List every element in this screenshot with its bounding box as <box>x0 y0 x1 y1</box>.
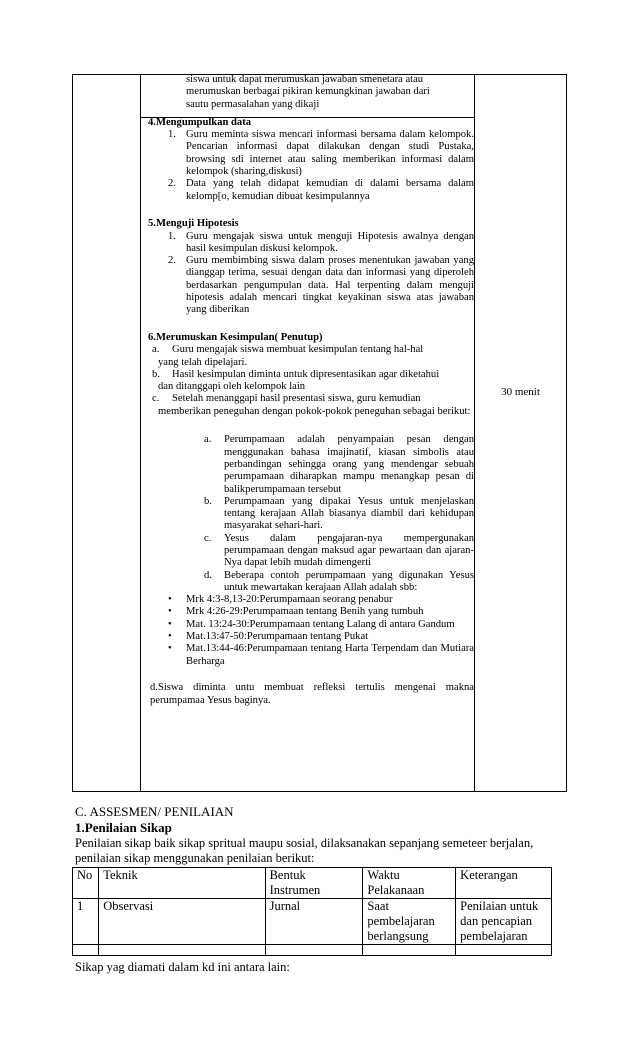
table-divider <box>474 75 475 791</box>
item-text: Guru meminta siswa mencari informasi bersama dalam kelompok. Pencarian informasi dapat dilakukan dengan studi Pustaka, browsing sdi internet atau saling memberikan informasi dalam kelompok (sharing,diskusi) <box>186 129 474 178</box>
bullet-icon: • <box>168 594 172 606</box>
item-text: Perumpamaan adalah penyampaian pesan dengan menggunakan bahasa imajinatif, kiasan simbolis atau perbandingan sehingga orang yang mendengar sebuah perumpamaan diharapkan mampu menangkap pesan di balikperumpamaan tersebut <box>224 434 474 495</box>
bullet-icon: • <box>168 606 172 618</box>
bullet-icon: • <box>168 643 172 655</box>
item-text-cont: memberikan peneguhan dengan pokok-pokok peneguhan sebagai berikut: <box>158 405 471 417</box>
list-item <box>148 434 474 495</box>
lesson-steps <box>148 74 474 707</box>
header-cell: No <box>73 868 99 899</box>
table-row-empty <box>73 945 552 956</box>
item-text-cont: dan ditanggapi oleh kelompok lain <box>158 381 306 393</box>
table-cell <box>99 945 265 956</box>
list-item <box>148 533 474 570</box>
item-number: c. <box>204 532 212 544</box>
table-cell <box>363 945 456 956</box>
item-text: Perumpamaan yang dipakai Yesus untuk menjelaskan tentang kerajaan Allah biasanya diambil dari kehidupan masyarakat sehari-hari. <box>224 495 474 532</box>
table-header-row <box>73 868 552 899</box>
table-cell: Saat pembelajaran berlangsung <box>363 899 456 945</box>
table-cell: Jurnal <box>265 899 363 945</box>
item-text: Mat.13:47-50:Perumpamaan tentang Pukat <box>186 631 369 643</box>
table-cell <box>265 945 363 956</box>
list-item <box>148 619 474 631</box>
item-number: 1. <box>168 129 176 141</box>
item-number: b. <box>204 495 212 507</box>
list-item <box>148 178 474 203</box>
item-number: 2. <box>168 178 176 190</box>
intro-text <box>148 74 474 111</box>
list-item <box>148 255 474 316</box>
item-text: Mrk 4:3-8,13-20:Perumpamaan seorang penabur <box>186 594 393 606</box>
bullet-icon: • <box>168 618 172 630</box>
header-cell: Waktu Pelakanaan <box>363 868 456 899</box>
list-item <box>148 643 474 668</box>
list-item <box>148 393 474 418</box>
header-cell: Keterangan <box>456 868 552 899</box>
list-item <box>148 496 474 533</box>
item-number: c. <box>152 393 160 405</box>
item-text: Guru membimbing siswa dalam proses menentukan jawaban yang dianggap terima, sesuai dengan data dan informasi yang diperoleh berdasarkan pengumpulan data. Hal terpenting dalam menguji hipotesis adalah mencari tingkat keyakinan siswa atas jawaban yang diberikan <box>186 255 474 316</box>
list-item <box>148 344 474 369</box>
item-text: Guru mengajak siswa untuk menguji Hipotesis awalnya dengan hasil kesimpulan diskusi kelompok. <box>186 230 474 254</box>
item-text: Mrk 4:26-29:Perumpamaan tentang Benih yang tumbuh <box>186 606 424 618</box>
step4-title: 4.Mengumpulkan data <box>148 116 252 128</box>
paragraph-line: Penilaian sikap baik sikap spritual maupu sosial, dilaksanakan sepanjang semeteer berjalan, <box>75 836 534 850</box>
paragraph-line: penilaian sikap menggunakan penilaian berikut: <box>75 851 315 865</box>
intro-line: sautu permasalahan yang dikaji <box>186 98 320 110</box>
item-text: Mat.13:44-46:Perumpamaan tentang Harta Terpendam dan Mutiara Berharga <box>186 643 474 667</box>
item-number: 1. <box>168 230 176 242</box>
item-text: Setelah menanggapi hasil presentasi siswa, guru kemudian <box>172 393 421 405</box>
peneguhan-list <box>148 434 474 594</box>
item-text: Mat. 13:24-30:Perumpamaan tentang Lalang di antara Gandum <box>186 618 455 630</box>
footer-line: Sikap yag diamati dalam kd ini antara lain: <box>75 960 290 974</box>
header-cell: Bentuk Instrumen <box>265 868 363 899</box>
step6-title: 6.Merumuskan Kesimpulan( Penutup) <box>148 331 323 343</box>
assessment-table <box>72 867 552 956</box>
table-cell <box>456 945 552 956</box>
item-number: d. <box>204 569 212 581</box>
step5-list <box>148 231 474 317</box>
step5-title: 5.Menguji Hipotesis <box>148 218 239 230</box>
table-cell: 1 <box>73 899 99 945</box>
bullet-icon: • <box>168 631 172 643</box>
item-text: Data yang telah didapat kemudian di dalami bersama dalam kelomp[o, kemudian dibuat kesimpulannya <box>186 178 474 202</box>
table-divider <box>140 75 141 791</box>
subsection-heading: 1.Penilaian Sikap <box>75 820 172 835</box>
item-text-cont: yang telah dipelajari. <box>158 356 248 368</box>
duration-label: 30 menit <box>501 386 540 398</box>
list-item <box>148 594 474 606</box>
table-cell: Observasi <box>99 899 265 945</box>
item-text: Guru mengajak siswa membuat kesimpulan tentang hal-hal <box>172 344 424 356</box>
list-item <box>148 129 474 178</box>
parable-list <box>148 594 474 668</box>
list-item <box>148 606 474 618</box>
step4-list <box>148 129 474 203</box>
table-cell: Penilaian untuk dan pencapian pembelajaran <box>456 899 552 945</box>
intro-line: siswa untuk dapat merumuskan jawaban smenetara atau <box>186 74 424 85</box>
header-cell: Teknik <box>99 868 265 899</box>
item-text: Yesus dalam pengajaran-nya mempergunakan perumpamaan dengan maksud agar pewartaan dan ajaran-Nya dapat lebih mudah dimengerti <box>224 532 474 569</box>
list-item <box>148 231 474 256</box>
table-cell <box>73 945 99 956</box>
list-item <box>148 369 474 394</box>
item-number: b. <box>152 368 160 380</box>
item-text: Beberapa contoh perumpamaan yang digunakan Yesus untuk mewartakan kerajaan Allah adalah sbb: <box>224 569 474 593</box>
reflection-text: d.Siswa diminta untu membuat refleksi tertulis mengenai makna perumpamaa Yesus baginya. <box>150 682 474 706</box>
intro-line: merumuskan berbagai pikiran kemungkinan jawaban dari <box>186 86 430 98</box>
list-item <box>148 570 474 595</box>
item-number: 2. <box>168 255 176 267</box>
item-number: a. <box>204 434 212 446</box>
section-heading: C. ASSESMEN/ PENILAIAN <box>75 804 234 819</box>
item-number: a. <box>152 344 160 356</box>
table-row <box>73 899 552 945</box>
list-item <box>148 631 474 643</box>
item-text: Hasil kesimpulan diminta untuk dipresentasikan agar diketahui <box>172 368 440 380</box>
step6-list <box>148 344 474 418</box>
